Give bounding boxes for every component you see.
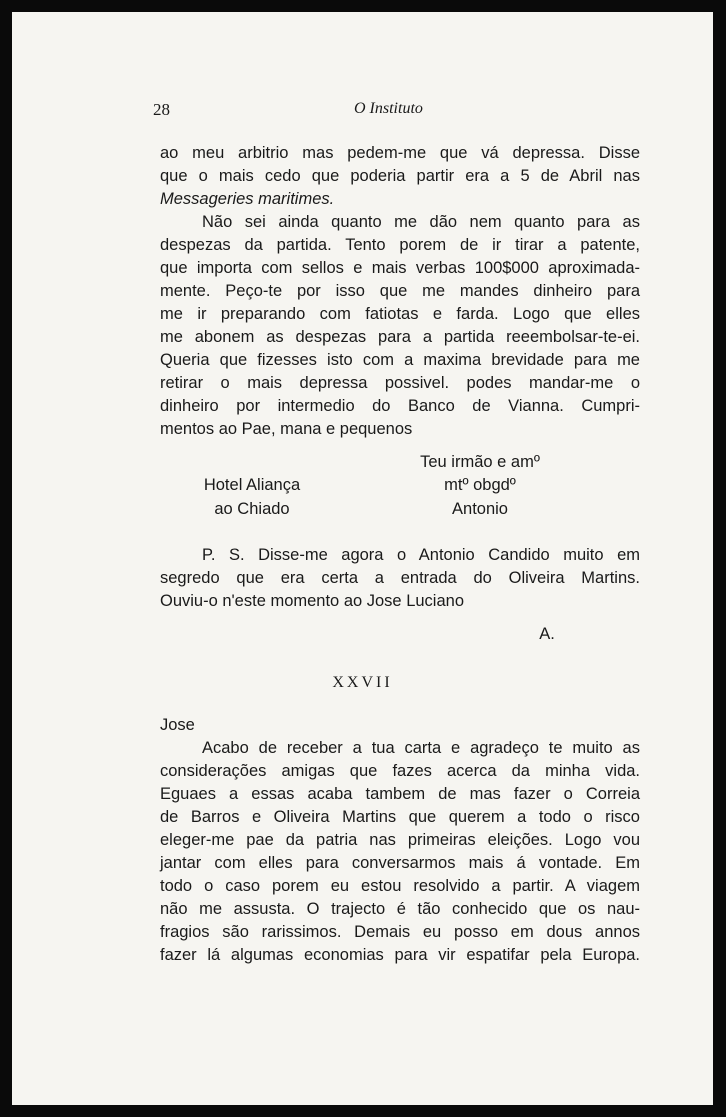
letter-numeral: XXVII	[332, 674, 393, 691]
signature: Antonio	[452, 500, 508, 518]
text-line: fragios são rarissimos. Demais eu posso em dous annos	[160, 923, 640, 941]
text-line: Acabo de receber a tua carta e agradeço te muito as	[202, 739, 640, 757]
text-line: Ouviu-o n'este momento ao Jose Luciano	[160, 592, 464, 610]
text-line: segredo que era certa a entrada do Oliveira Martins.	[160, 569, 640, 587]
text-line: que importa com sellos e mais verbas 100$000 aproximada-	[160, 259, 640, 277]
running-title: O Instituto	[354, 100, 423, 117]
text-line: me ir preparando com fatiotas e farda. Logo que elles	[160, 305, 640, 323]
text-line: despezas da partida. Tento porem de ir tirar a patente,	[160, 236, 640, 254]
salutation: Jose	[160, 716, 195, 734]
page-number: 28	[153, 100, 170, 119]
letter1-paragraph-2	[160, 211, 640, 441]
text-line: não me assusta. O trajecto é tão conhecido que os nau-	[160, 900, 640, 918]
text-line: dinheiro por intermedio do Banco de Vianna. Cumpri-	[160, 397, 640, 415]
address-line: ao Chiado	[214, 500, 290, 518]
text-line: mentos ao Pae, mana e pequenos	[160, 420, 413, 438]
text-line: ao meu arbitrio mas pedem-me que vá depressa. Disse	[160, 144, 640, 162]
text-line: Eguaes a essas acaba tambem de mas fazer o Correia	[160, 785, 640, 803]
text-line: de Barros e Oliveira Martins que querem a todo o risco	[160, 808, 640, 826]
text-line-italic: Messageries maritimes.	[160, 190, 335, 208]
address-line: Hotel Aliança	[203, 476, 301, 494]
text-line: jantar com elles para conversarmos mais á vontade. Em	[160, 854, 640, 872]
letter1-body	[160, 142, 640, 211]
closing-line: mtº obgdº	[444, 476, 516, 494]
text-line: eleger-me pae da patria nas primeiras eleições. Logo vou	[160, 831, 640, 849]
postscript	[160, 544, 640, 613]
text-line: Não sei ainda quanto me dão nem quanto para as	[202, 213, 640, 231]
text-line: me abonem as despezas para a partida reeembolsar-te-ei.	[160, 328, 640, 346]
text-line: retirar o mais depressa possivel. podes mandar-me o	[160, 374, 640, 392]
text-line: todo o caso porem eu estou resolvido a partir. A viagem	[160, 877, 640, 895]
text-line: fazer lá algumas economias para vir espatifar pela Europa.	[160, 946, 640, 964]
book-page	[12, 12, 713, 1105]
text-line: P. S. Disse-me agora o Antonio Candido muito em	[202, 546, 640, 564]
letter2-body	[160, 737, 640, 967]
text-line: Queria que fizesses isto com a maxima brevidade para me	[160, 351, 640, 369]
letter2-salutation	[160, 714, 640, 737]
text-line: considerações amigas que fazes acerca da minha vida.	[160, 762, 640, 780]
closing-line: Teu irmão e amº	[420, 453, 540, 471]
text-line: que o mais cedo que poderia partir era a 5 de Abril nas	[160, 167, 640, 185]
text-line: mente. Peço-te por isso que me mandes dinheiro para	[160, 282, 640, 300]
ps-signature: A.	[539, 625, 555, 643]
